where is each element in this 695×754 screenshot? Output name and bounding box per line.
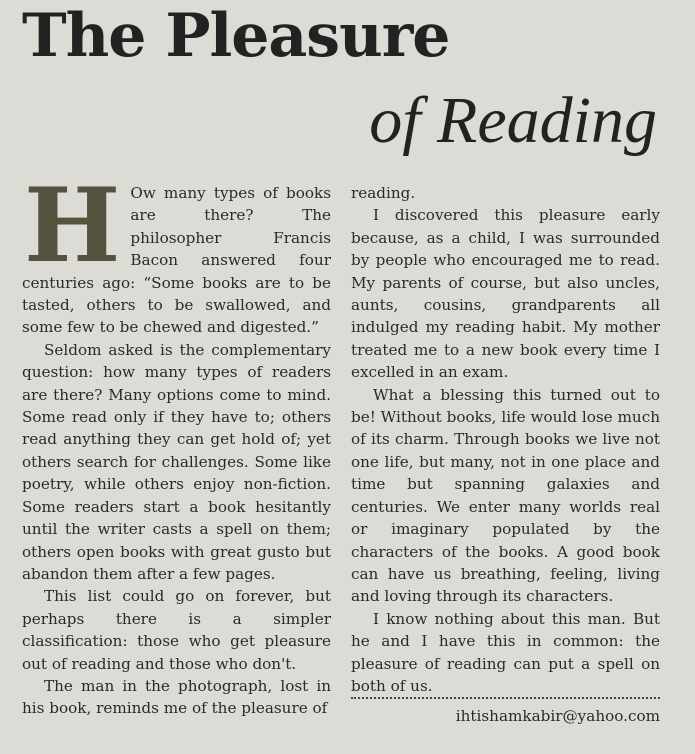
title-line-1: The Pleasure <box>22 1 450 71</box>
paragraph-4-start: The man in the photograph, lost in his book, reminds me of the pleasure of <box>22 676 331 718</box>
paragraph-1 <box>22 166 331 339</box>
paragraph-5: I discovered this pleasure early because, as a child, I was surrounded by people who encouraged me to read. My parents of course, but also uncles, aunts, cousins, grandparents all indulged my reading habit. My mother treated me to a new book every time I excelled in an exam. <box>351 206 660 382</box>
paragraph-6: What a blessing this turned out to be! Without books, life would lose much of its charm. Through books we live not one life, but many, not in one place and time but spanning galaxies and centuries. We enter many worlds real or imaginary populated by the characters of the books. A good book can have us breathing, feeling, living and loving through its characters. <box>351 385 660 606</box>
paragraph-2: Seldom asked is the complementary question: how many types of readers are there? Many options come to mind. Some read only if they have to; others read anything they can get hold of; yet others search for challenges. Some like poetry, while others enjoy non-fiction. Some readers start a book hesitantly until the writer casts a spell on them; others open books with great gusto but abandon them after a few pages. <box>22 340 331 583</box>
left-column <box>22 166 331 720</box>
title-line-2: of Reading <box>369 84 657 157</box>
dotted-divider <box>351 697 660 699</box>
paragraph-1-text: Ow many types of books are there? The philosopher Francis Bacon answered four centuries ago: “Some books are to be tasted, others to be swallowed, and some few to be chewed and digested.” <box>22 184 331 337</box>
paragraph-7: I know nothing about this man. But he and I have this in common: the pleasure of reading can put a spell on both of us. <box>351 609 660 695</box>
author-email[interactable]: ihtishamkabir@yahoo.com <box>455 707 660 725</box>
paragraph-4-end: reading. <box>351 184 416 202</box>
drop-cap: H <box>24 166 121 286</box>
right-column <box>351 182 660 697</box>
paragraph-3: This list could go on forever, but perhaps there is a simpler classification: those who get pleasure out of reading and those who don't. <box>22 587 331 673</box>
